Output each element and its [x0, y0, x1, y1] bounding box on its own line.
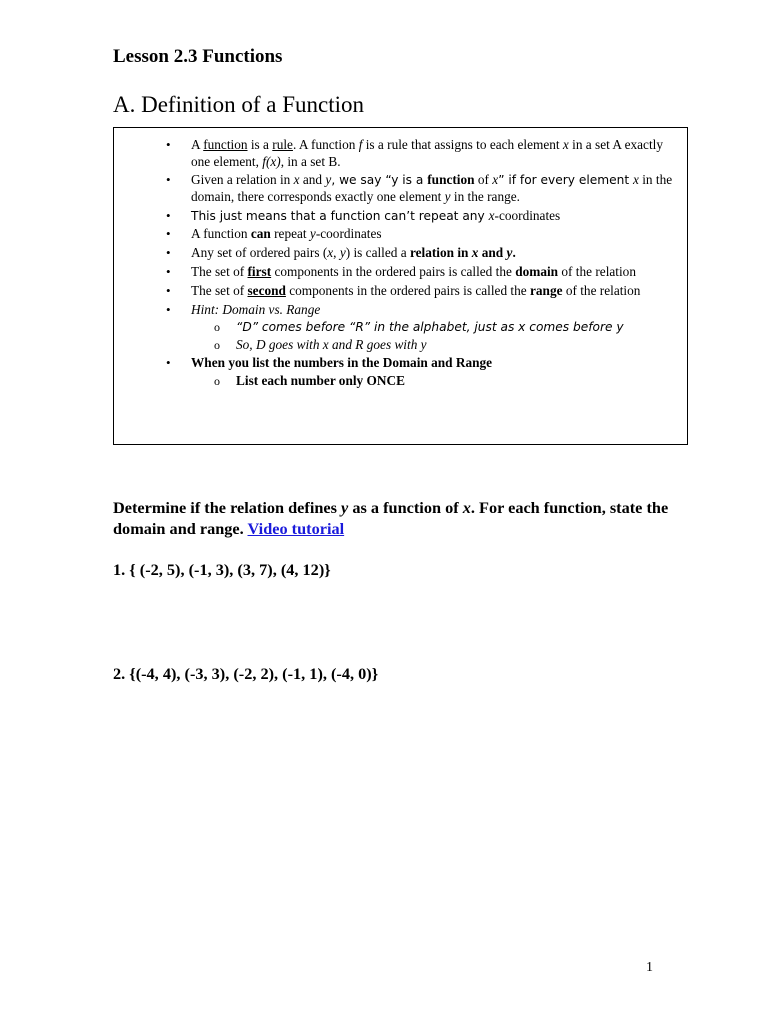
definition-list: [114, 137, 689, 392]
text: Given a relation in: [191, 172, 294, 188]
term-function: function: [427, 172, 475, 188]
circle-bullet-icon: o: [214, 337, 220, 352]
list-item: [114, 264, 689, 281]
text: ” if for every element: [498, 173, 633, 188]
text: ,: [333, 245, 340, 261]
list-item: [114, 245, 689, 262]
bullet-icon: •: [166, 301, 171, 317]
var-x: x: [492, 172, 499, 188]
list-item: [114, 208, 689, 225]
bullet-icon: •: [166, 263, 171, 279]
text: , in a set B.: [280, 153, 341, 169]
var-y: y: [339, 245, 346, 261]
term-relation: relation in: [409, 245, 472, 261]
var-x: x: [633, 172, 639, 188]
list-item: [114, 137, 689, 170]
sub-list-item: [191, 319, 679, 336]
text: in a set A exactly one element,: [191, 137, 663, 169]
list-item: [114, 355, 689, 389]
text: Determine if the relation defines: [113, 498, 342, 517]
text: components in the ordered pairs is called the: [285, 282, 530, 298]
list-item: [114, 226, 689, 243]
instructions: [113, 497, 673, 539]
text: and: [478, 245, 507, 261]
var-y: y: [309, 226, 316, 242]
var-fx: f(x): [262, 153, 281, 169]
term-domain: domain: [515, 263, 559, 279]
text: of: [474, 172, 493, 188]
text: of the relation: [558, 263, 636, 279]
sub-list-item: [191, 337, 679, 354]
text: ) is called a: [345, 245, 410, 261]
var-y: y: [444, 188, 451, 204]
list-item: [114, 172, 689, 205]
var-x: x: [471, 245, 479, 261]
text: is a: [247, 137, 273, 152]
list-rule-line: List each number only ONCE: [236, 372, 405, 388]
hint-sublist: [191, 319, 679, 353]
bullet-icon: •: [166, 282, 171, 298]
lesson-title: Lesson 2.3 Functions: [113, 46, 283, 67]
hint-text: Hint: Domain vs. Range: [191, 301, 321, 317]
bullet-icon: •: [166, 355, 171, 371]
text: This just means that a function can’t repeat any: [191, 208, 489, 223]
text: -coordinates: [315, 226, 382, 242]
term-second: second: [247, 282, 286, 298]
definition-box: [113, 127, 688, 445]
text: components in the ordered pairs is called the: [271, 263, 516, 279]
var-x: x: [488, 207, 495, 223]
text: and: [299, 172, 326, 188]
page-number: 1: [646, 960, 653, 975]
text: . A function: [292, 137, 359, 152]
text: The set of: [191, 263, 248, 279]
var-y: y: [325, 172, 332, 188]
problem-1: 1. { (-2, 5), (-1, 3), (3, 7), (4, 12)}: [113, 560, 331, 579]
video-tutorial-link[interactable]: Video tutorial: [247, 519, 345, 538]
sub-list-item: [191, 373, 679, 390]
text: as a function of: [348, 498, 463, 517]
term-can: can: [250, 226, 271, 242]
text: is a rule that assigns to each element: [362, 137, 563, 152]
bullet-icon: •: [166, 245, 171, 261]
list-item: [114, 302, 689, 354]
text: in the range.: [450, 188, 520, 204]
hint-line: So, D goes with x and R goes with y: [236, 336, 427, 352]
var-x: x: [293, 172, 300, 188]
term-function: function: [203, 137, 248, 152]
term-first: first: [247, 263, 272, 279]
bullet-icon: •: [166, 207, 171, 223]
text: A function: [191, 226, 251, 242]
term-range: range: [530, 282, 563, 298]
var-y: y: [341, 498, 349, 517]
var-x: x: [562, 137, 569, 152]
var-y: y: [506, 245, 513, 261]
var-x: x: [327, 245, 334, 261]
var-f: f: [358, 137, 363, 152]
list-rule-text: When you list the numbers in the Domain and Range: [191, 355, 493, 371]
circle-bullet-icon: o: [214, 320, 220, 335]
text: The set of: [191, 282, 248, 298]
text: of the relation: [562, 282, 641, 298]
list-item: [114, 283, 689, 300]
text: repeat: [270, 226, 310, 242]
bullet-icon: •: [166, 226, 171, 242]
var-x: x: [462, 498, 471, 517]
text: , we say “y is a: [331, 173, 428, 188]
text: .: [512, 245, 516, 261]
term-rule: rule: [272, 137, 293, 152]
text: Any set of ordered pairs (: [191, 245, 328, 261]
bullet-icon: •: [166, 172, 171, 188]
bullet-icon: •: [166, 137, 171, 152]
section-heading: A. Definition of a Function: [113, 92, 365, 117]
circle-bullet-icon: o: [214, 373, 220, 388]
text: -coordinates: [494, 207, 561, 223]
problem-2: 2. {(-4, 4), (-3, 3), (-2, 2), (-1, 1), (-4, 0)}: [113, 664, 379, 683]
text: . For each function, state the domain and range.: [113, 498, 669, 538]
hint-line: “D” comes before “R” in the alphabet, just as x comes before y: [236, 320, 624, 335]
text: A: [191, 137, 204, 152]
list-rule-sublist: [191, 373, 679, 390]
text: in the domain, there corresponds exactly one element: [191, 172, 673, 204]
